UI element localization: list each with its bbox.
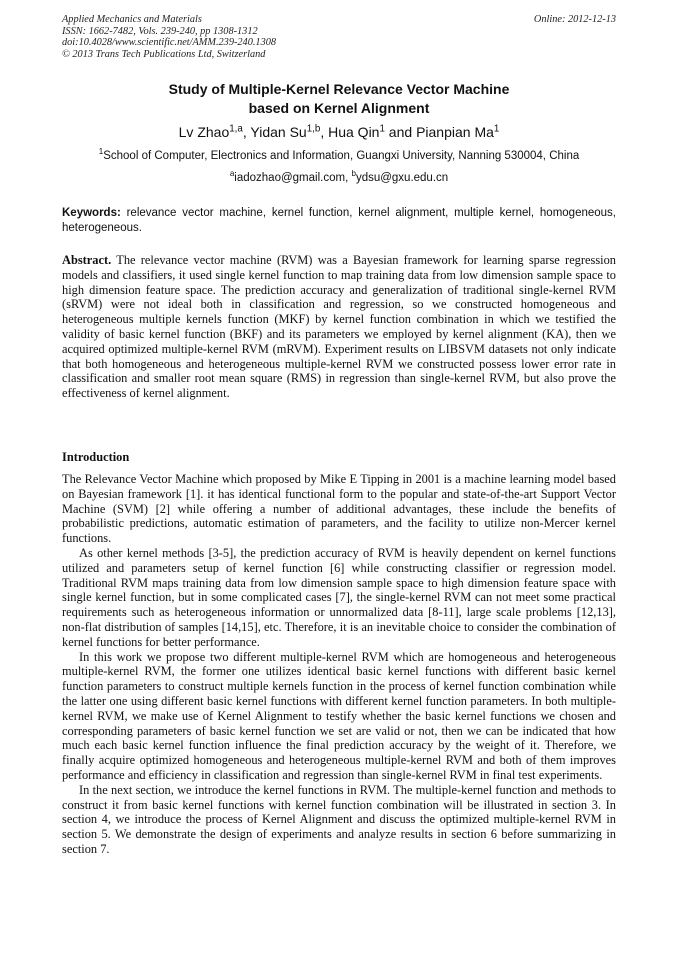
paper-title [62, 80, 616, 118]
author-separator: , [320, 124, 329, 140]
title-line-2: based on Kernel Alignment [248, 100, 430, 116]
doi-line: doi:10.4028/www.scientific.net/AMM.239-240.1308 [62, 37, 277, 48]
author-name: Pianpian Ma [416, 124, 494, 140]
author-name: Hua Qin [328, 124, 380, 140]
affiliation [62, 149, 616, 163]
author-name: Yidan Su [250, 124, 307, 140]
paragraph: In the next section, we introduce the kernel functions in RVM. The multiple-kernel function and methods to construct it from basic kernel functions with kernel function combination will be illustrated in section 3. In section 4, we introduce the process of Kernel Alignment and discuss the optimized multiple-kernel RVM in section 5. We demonstrate the design of experiments and analyze results in section 6 before summarizing in section 7. [62, 782, 616, 856]
abstract-label: Abstract. [62, 253, 112, 267]
author-superscript: 1 [379, 123, 385, 135]
author-separator: and [384, 124, 417, 140]
affiliation-text: School of Computer, Electronics and Information, Guangxi University, Nanning 530004, China [103, 150, 580, 162]
paragraph: The Relevance Vector Machine which proposed by Mike E Tipping in 2001 is a machine learning model based on Bayesian framework [1]. it has identical functional form to the popular and state-of-the-art Support Vector Machine (SVM) [2] while offering a number of additional advantages, these include the benefits of probabilistic predictions, automatic estimation of parameters, and the facility to utilize non-Mercer kernel functions. [62, 472, 616, 546]
author-separator: , [242, 124, 251, 140]
keywords-text: relevance vector machine, kernel function, kernel alignment, multiple kernel, homogeneous, heterogeneous. [62, 207, 616, 235]
author-superscript: 1 [493, 123, 500, 135]
email-superscript: b [351, 169, 356, 179]
online-date: Online: 2012-12-13 [533, 14, 616, 25]
keywords-block [62, 206, 616, 237]
issn-line: ISSN: 1662-7482, Vols. 239-240, pp 1308-1312 [62, 25, 258, 37]
abstract-text: The relevance vector machine (RVM) was a Bayesian framework for learning sparse regression models and classifiers, it used single kernel function to map training data from low dimension sample space to high dimension feature space. The prediction accuracy and generalization of traditional single-kernel RVM (sRVM) were not ideal both in classification and regression, so we constructed homogeneous and heterogeneous multiple kernels function (MKF) by kernel function combination in which we testified the validity of basic kernel function (BKF) and its parameters we employed by kernel alignment (KA), then we acquired optimized multiple-kernel RVM (mRVM). Experiment results on LIBSVM datasets not only indicate that both homogeneous and heterogeneous multiple-kernel RVM we constructed possess lower error rate in classification and smaller root mean square (RMS) in regression than single-kernel RVM, but also prove the effectiveness of kernel alignment. [62, 253, 616, 401]
author-list [62, 123, 616, 141]
author-superscript: 1,b [306, 123, 321, 135]
journal-header [62, 14, 616, 60]
introduction-body [62, 472, 616, 857]
author-emails [62, 171, 616, 185]
paragraph: As other kernel methods [3-5], the prediction accuracy of RVM is heavily dependent on kernel functions utilized and parameters setup of kernel function [6] while constructing classifier or regression model. Traditional RVM maps training data from low dimension sample space to high dimension feature space with single kernel function, but in some complicated cases [7], the single-kernel RVM can not meet some practical requirements such as heterogeneous information or unnormalized data [8-11], large scale problems [12,13], non-flat distribution of samples [14,15], etc. Therefore, it is an inevitable choice to consider the combination of kernel functions for better performance. [62, 545, 616, 649]
author-name: Lv Zhao [178, 124, 230, 140]
email-separator: , [345, 172, 352, 184]
email-superscript: a [229, 169, 235, 179]
title-line-1: Study of Multiple-Kernel Relevance Vector Machine [168, 81, 510, 97]
affiliation-superscript: 1 [98, 147, 104, 157]
paragraph: In this work we propose two different multiple-kernel RVM which are homogeneous and heterogeneous multiple-kernel RVM, the former one utilizes identical basic kernel functions with different basic kernel function parameters to construct multiple kernels function in the process of kernel function combination while the latter one using different basic kernel functions with different kernel function parameters. In both multiple-kernel RVM, we make use of Kernel Alignment to testify whether the basic kernel functions we chosen and corresponding parameters of basic kernel function we set are valid or not, then we can be indicated that how much each basic kernel function influence the final prediction accuracy by the weight of it. Therefore, we finally acquire optimized homogeneous and heterogeneous multiple-kernel RVM and both of them improves performance and efficiency in classification and regression than single-kernel RVM in final test experiments. [62, 649, 616, 782]
section-heading-introduction: Introduction [62, 450, 130, 464]
abstract-block [62, 253, 616, 401]
email-address: iadozhao@gmail.com [234, 172, 346, 184]
journal-name: Applied Mechanics and Materials [62, 14, 202, 25]
copyright-line: © 2013 Trans Tech Publications Ltd, Switzerland [62, 48, 266, 60]
author-superscript: 1,a [229, 123, 243, 135]
email-address: ydsu@gxu.edu.cn [355, 172, 449, 184]
keywords-label: Keywords: [62, 207, 121, 219]
